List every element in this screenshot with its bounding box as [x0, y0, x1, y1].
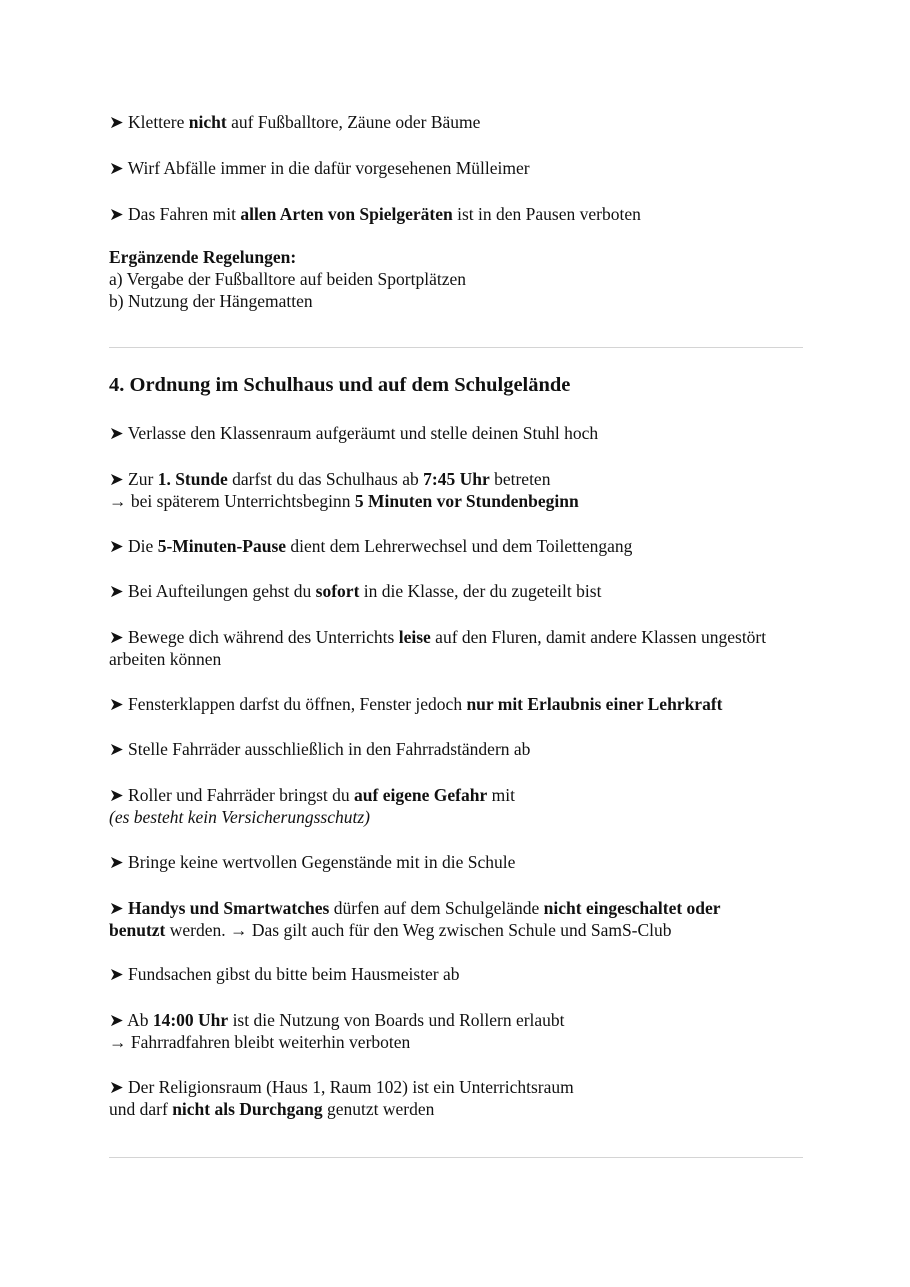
text-segment: ist die Nutzung von Boards und Rollern erlaubt [228, 1010, 565, 1030]
rule-line [109, 468, 803, 490]
arrow-bullet-icon: ➤ [109, 581, 129, 601]
text-segment: Der Religionsraum (Haus 1, Raum 102) ist ein Unterrichtsraum [128, 1077, 574, 1097]
rule-paragraph [109, 851, 803, 873]
bold-text: sofort [315, 581, 360, 601]
text-segment: Bewege dich während des Unterrichts [128, 627, 399, 647]
rule-paragraph [109, 468, 803, 512]
rule-paragraph [109, 738, 803, 760]
rule-paragraph-climbing [109, 111, 803, 133]
arrow-bullet-icon: ➤ [109, 1010, 128, 1030]
rule-line [109, 784, 803, 806]
arrow-bullet-icon: ➤ [109, 852, 129, 872]
arrow-bullet-icon: ➤ [109, 204, 129, 224]
text-segment: → bei späterem Unterrichtsbeginn [109, 491, 355, 511]
text-segment: ist in den Pausen verboten [452, 204, 641, 224]
bold-text: benutzt [109, 920, 166, 940]
rule-line [109, 422, 803, 444]
italic-text: (es besteht kein Versicherungsschutz) [109, 807, 370, 827]
text-segment: genutzt werden [322, 1099, 435, 1119]
text-segment: betreten [489, 469, 551, 489]
rule-paragraph [109, 580, 803, 602]
bold-text: leise [398, 627, 431, 647]
rule-line [109, 693, 803, 715]
rule-line [109, 919, 803, 941]
rule-line [109, 738, 803, 760]
rule-line [109, 648, 803, 670]
text-segment: werden. → Das gilt auch für den Weg zwischen Schule und SamS-Club [165, 920, 672, 940]
text-segment: auf den Fluren, damit andere Klassen ungestört [430, 627, 767, 647]
rule-line [109, 490, 803, 512]
text-segment: Bei Aufteilungen gehst du [128, 581, 316, 601]
text-segment: Bringe keine wertvollen Gegenstände mit in die Schule [128, 852, 516, 872]
text-segment: dürfen auf dem Schulgelände [329, 898, 544, 918]
bold-text: nicht als Durchgang [172, 1099, 323, 1119]
supplementary-rules [109, 246, 803, 312]
bold-text: 14:00 Uhr [152, 1010, 229, 1030]
rule-paragraph [109, 626, 803, 670]
section-divider [109, 347, 803, 348]
supplementary-item-a: a) Vergabe der Fußballtore auf beiden Sportplätzen [109, 269, 467, 289]
rule-paragraph [109, 963, 803, 985]
rule-line [109, 1098, 803, 1120]
text-segment: Die [128, 536, 158, 556]
arrow-bullet-icon: ➤ [109, 423, 128, 443]
rule-line [109, 897, 803, 919]
text-segment: dient dem Lehrerwechsel und dem Toilettengang [286, 536, 633, 556]
section-divider-bottom [109, 1157, 803, 1158]
text-segment: Fundsachen gibst du bitte beim Hausmeister ab [128, 964, 460, 984]
text-segment: darfst du das Schulhaus ab [227, 469, 424, 489]
arrow-bullet-icon: ➤ [109, 469, 129, 489]
text-segment: Klettere [128, 112, 189, 132]
bold-text: allen Arten von Spielgeräten [240, 204, 453, 224]
bold-text: 1. Stunde [157, 469, 228, 489]
rule-paragraph-play-equipment [109, 203, 803, 225]
arrow-bullet-icon: ➤ [109, 536, 129, 556]
text-segment: Wirf Abfälle immer in die dafür vorgesehenen Mülleimer [127, 158, 530, 178]
text-segment: Zur [128, 469, 158, 489]
text-segment: mit [487, 785, 515, 805]
rule-paragraph [109, 897, 803, 941]
text-segment: Verlasse den Klassenraum aufgeräumt und stelle deinen Stuhl hoch [127, 423, 599, 443]
rule-line [109, 851, 803, 873]
rule-paragraph [109, 422, 803, 444]
section-heading: 4. Ordnung im Schulhaus und auf dem Schulgelände [109, 374, 571, 396]
rule-line [109, 535, 803, 557]
rule-line [109, 806, 803, 828]
bold-text: nur mit Erlaubnis einer Lehrkraft [466, 694, 723, 714]
bold-text: Handys und Smartwatches [128, 898, 330, 918]
rule-paragraph [109, 693, 803, 715]
text-segment: Fensterklappen darfst du öffnen, Fenster jedoch [128, 694, 467, 714]
arrow-bullet-icon: ➤ [109, 785, 129, 805]
bold-text: 5 Minuten vor Stundenbeginn [354, 491, 579, 511]
arrow-bullet-icon: ➤ [109, 112, 129, 132]
rule-line [109, 1031, 803, 1053]
arrow-bullet-icon: ➤ [109, 1077, 129, 1097]
rule-line [109, 1009, 803, 1031]
bold-text: nicht [188, 112, 227, 132]
arrow-bullet-icon: ➤ [109, 627, 129, 647]
bold-text: auf eigene Gefahr [354, 785, 488, 805]
rule-paragraph [109, 784, 803, 828]
text-segment: arbeiten können [109, 649, 222, 669]
rule-paragraph [109, 1009, 803, 1053]
rule-paragraph [109, 535, 803, 557]
rule-line [109, 626, 803, 648]
bold-text: 7:45 Uhr [423, 469, 490, 489]
arrow-bullet-icon: ➤ [109, 694, 129, 714]
rule-paragraph-litter [109, 157, 803, 179]
text-segment: Das Fahren mit [128, 204, 241, 224]
supplementary-item-b: b) Nutzung der Hängematten [109, 291, 313, 311]
text-segment: und darf [109, 1099, 173, 1119]
text-segment: in die Klasse, der du zugeteilt bist [359, 581, 602, 601]
rule-line [109, 963, 803, 985]
arrow-bullet-icon: ➤ [109, 158, 128, 178]
rule-line [109, 580, 803, 602]
text-segment: Ab [127, 1010, 153, 1030]
arrow-bullet-icon: ➤ [109, 739, 129, 759]
bold-text: nicht eingeschaltet oder [543, 898, 721, 918]
arrow-bullet-icon: ➤ [109, 964, 129, 984]
text-segment: Stelle Fahrräder ausschließlich in den Fahrradständern ab [128, 739, 531, 759]
supplementary-heading: Ergänzende Regelungen: [109, 247, 297, 267]
text-segment: auf Fußballtore, Zäune oder Bäume [226, 112, 481, 132]
arrow-bullet-icon: ➤ [109, 898, 129, 918]
rule-line [109, 1076, 803, 1098]
rule-paragraph [109, 1076, 803, 1120]
bold-text: 5-Minuten-Pause [157, 536, 287, 556]
text-segment: → Fahrradfahren bleibt weiterhin verboten [109, 1032, 411, 1052]
text-segment: Roller und Fahrräder bringst du [128, 785, 355, 805]
